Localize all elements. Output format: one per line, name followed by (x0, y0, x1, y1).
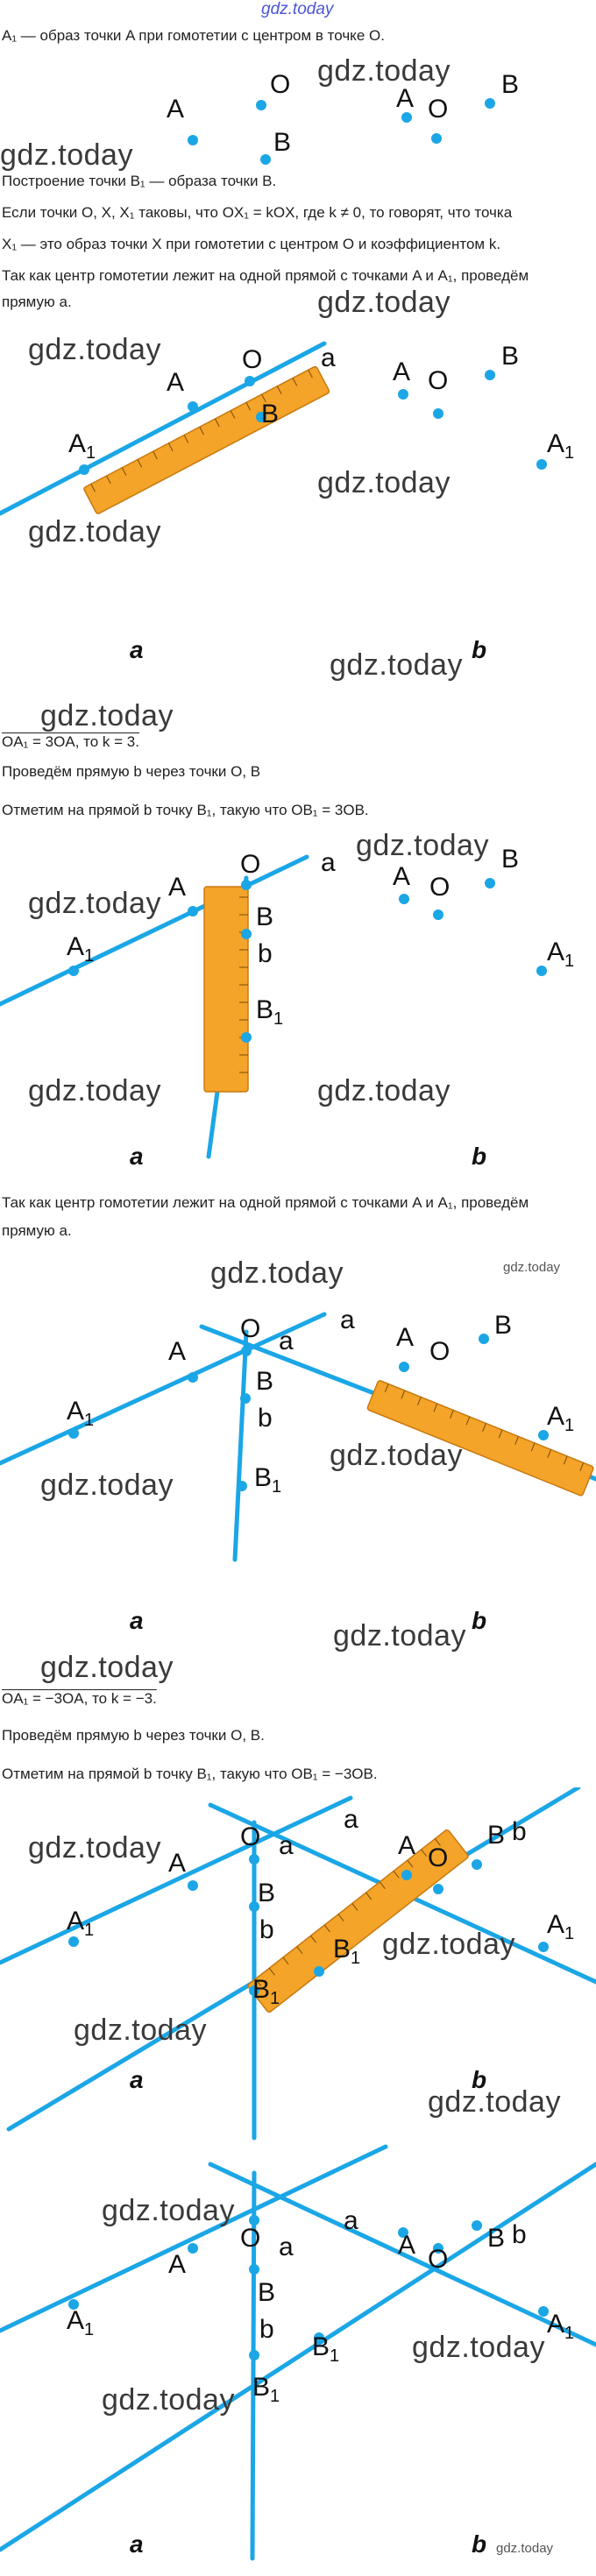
watermark: gdz.today (28, 515, 161, 548)
label-B-right: B (487, 1821, 506, 1850)
label-O: O (240, 850, 261, 879)
label-line-b: b (258, 1404, 273, 1433)
label-O-right: O (429, 873, 451, 902)
watermark: gdz.today (28, 887, 161, 920)
label-line-a: a (279, 2233, 294, 2261)
ruler (83, 366, 330, 515)
label-line-a: a (321, 343, 336, 372)
label-B: B (256, 902, 274, 931)
label-O: O (242, 345, 263, 374)
label-A-right: A (393, 357, 411, 386)
point-A (188, 1372, 198, 1383)
watermark: gdz.today (40, 699, 174, 732)
step5-formula: OA₁ = −3OA, то k = −3. (2, 1690, 157, 1707)
label-B: B (261, 400, 280, 428)
label-A1: $A_1$ (67, 1907, 95, 1940)
label-O: O (240, 1822, 261, 1851)
watermark: gdz.today (317, 1074, 451, 1108)
label-O-right: O (428, 1844, 449, 1872)
point-A (188, 1880, 198, 1891)
point-B1 (249, 2350, 259, 2360)
watermark: gdz.today (74, 2013, 207, 2047)
instruction-line2: прямую a. (2, 294, 72, 310)
label-A-right: A (396, 1323, 415, 1352)
label-A-right: A (393, 862, 411, 891)
watermark: gdz.today (330, 1439, 463, 1472)
point-B-right (485, 878, 495, 888)
label-B-right-fig1: B (501, 70, 520, 99)
label-B1: $B_1$ (256, 995, 284, 1029)
line-a (0, 1314, 324, 1463)
caption-a: a (130, 2066, 144, 2093)
label-B-fig1: B (273, 128, 292, 157)
figure-3 (0, 824, 596, 1200)
label-A-right: A (398, 2231, 416, 2260)
point-O (256, 100, 266, 110)
watermark: gdz.today (0, 138, 133, 172)
point-A-right (398, 389, 408, 400)
point-O-right (431, 133, 442, 144)
label-B: B (256, 1367, 274, 1396)
line-a (0, 1798, 351, 1963)
definition-line2: X₁ — это образ точки X при гомотетии с центром O и коэффициентом k. (2, 236, 501, 252)
label-line-a: a (279, 1831, 294, 1860)
watermark: gdz.today (102, 2383, 235, 2417)
watermark: gdz.today (317, 466, 451, 499)
label-A1: $A_1$ (67, 2306, 95, 2339)
step4-instruction-line1: Так как центр гомотетии лежит на одной прямой с точками A и A₁, проведём (2, 1194, 529, 1211)
point-B-right (485, 370, 495, 380)
caption-a: a (130, 1607, 144, 1634)
label-B1: $B_1$ (252, 2373, 280, 2406)
point-A (188, 906, 198, 916)
label-line-a-prime: a (344, 2206, 358, 2235)
watermark: gdz.today (503, 1260, 561, 1275)
point-B1-neg (314, 1966, 324, 1977)
label-A: A (168, 2250, 187, 2279)
label-A1-right: $A_1$ (547, 429, 575, 463)
point-O (249, 1854, 259, 1865)
step3-formula: OA₁ = 3OA, то k = 3. (2, 733, 139, 750)
watermark: gdz.today (428, 2085, 561, 2119)
watermark: gdz.today (28, 1831, 161, 1865)
point-B-right (479, 1334, 489, 1344)
step5-line-b: Проведём прямую b через точки O, B. (2, 1727, 265, 1744)
label-B: B (258, 2278, 276, 2307)
watermark: gdz.today (496, 2541, 554, 2556)
watermark: gdz.today (317, 286, 451, 319)
label-A1-right: $A_1$ (547, 1402, 575, 1435)
point-B-right (485, 98, 495, 109)
point-O-right (433, 408, 443, 419)
label-line-b: b (258, 939, 273, 968)
label-A1: $A_1$ (67, 932, 95, 966)
label-A1: $A_1$ (67, 1397, 95, 1430)
step2-title: Построение точки B₁ — образа точки B. (2, 173, 277, 189)
point-B (260, 154, 271, 165)
label-O: O (240, 1314, 261, 1343)
point-O (245, 376, 255, 386)
label-A: A (167, 368, 185, 397)
ruler (204, 887, 248, 1092)
watermark: gdz.today (333, 1619, 466, 1652)
caption-b: b (472, 636, 487, 663)
step3-line-b: Проведём прямую b через точки O, B (2, 763, 261, 780)
watermark: gdz.today (28, 333, 161, 366)
label-B-right: B (494, 1311, 513, 1340)
caption-a: a (130, 2530, 144, 2558)
watermark: gdz.today (317, 54, 451, 88)
point-A (188, 2243, 198, 2254)
label-A-fig1: A (167, 95, 185, 124)
label-A-right: A (398, 1831, 416, 1860)
step4-instruction-line2: прямую a. (2, 1222, 72, 1239)
label-A1-right: $A_1$ (547, 2310, 575, 2343)
label-A: A (168, 1337, 187, 1366)
point-A1-right (536, 459, 547, 470)
label-line-a: a (321, 848, 336, 877)
point-B1 (237, 1481, 247, 1491)
label-A: A (168, 1849, 187, 1878)
label-line-b-prime: b (512, 2220, 527, 2249)
watermark: gdz.today (356, 829, 489, 862)
point-B1 (241, 1032, 252, 1043)
point-A1-right (536, 966, 547, 976)
label-A1-right: $A_1$ (547, 1910, 575, 1943)
label-line-b: b (259, 1915, 274, 1944)
label-line-b: b (259, 2315, 274, 2344)
line-b (235, 1332, 246, 1560)
point-A-right (399, 894, 409, 904)
point-A (188, 135, 198, 145)
label-O-right: O (429, 1337, 451, 1366)
label-line-a-prime: a (344, 1805, 358, 1834)
label-B-right: B (501, 342, 520, 371)
watermark: gdz.today (28, 1074, 161, 1108)
caption-b: b (472, 2530, 487, 2558)
label-B-right: B (501, 845, 520, 874)
label-B-right: B (487, 2224, 506, 2253)
step5-mark-b1: Отметим на прямой b точку B₁, такую что OB₁ = −3OB. (2, 1766, 378, 1782)
point-A-right (401, 1870, 412, 1880)
caption-b: b (472, 2066, 487, 2093)
point-O (241, 880, 252, 890)
point-B-right (472, 1859, 482, 1870)
label-line-a-prime: a (340, 1306, 355, 1334)
watermark: gdz.today (382, 1928, 515, 1961)
watermark: gdz.today (330, 648, 463, 682)
label-A1-right: $A_1$ (547, 938, 575, 971)
label-A: A (168, 873, 187, 902)
point-O-right (433, 1884, 443, 1894)
line-a (0, 2147, 386, 2331)
label-O-right: O (428, 2245, 449, 2274)
label-O-right: O (428, 366, 449, 395)
watermark: gdz.today (40, 1651, 174, 1684)
point-A1 (68, 966, 79, 976)
point-B-right (472, 2220, 482, 2231)
point-B (240, 1393, 251, 1404)
label-B1: $B_1$ (252, 1975, 280, 2008)
label-line-b-prime: b (512, 1817, 527, 1846)
label-A1: $A_1$ (68, 429, 96, 463)
label-O: O (240, 2224, 261, 2253)
label-B1-neg: $B_1$ (312, 2332, 340, 2366)
watermark: gdz.today (40, 1468, 174, 1502)
caption-b: b (472, 1607, 487, 1634)
definition-line1: Если точки O, X, X₁ таковы, что OX₁ = kOX, где k ≠ 0, то говорят, что точка (2, 204, 513, 221)
point-O (241, 1346, 252, 1356)
label-O-right-fig1: O (428, 95, 449, 124)
point-A1 (79, 464, 89, 475)
brand-logo: gdz.today (261, 0, 334, 18)
step3-mark-b1: Отметим на прямой b точку B₁, такую что OB₁ = 3OB. (2, 802, 369, 818)
label-line-a: a (279, 1327, 294, 1355)
step1-caption: A₁ — образ точки A при гомотетии с центром в точке O. (2, 27, 385, 44)
point-B (241, 929, 252, 939)
watermark: gdz.today (412, 2331, 545, 2364)
caption-a: a (130, 636, 144, 663)
label-B1: $B_1$ (254, 1463, 282, 1497)
watermark: gdz.today (210, 1256, 344, 1290)
label-O-fig1: O (270, 70, 291, 99)
caption-b: b (472, 1143, 487, 1170)
label-B1-neg: $B_1$ (333, 1935, 361, 1968)
label-B: B (258, 1879, 276, 1907)
point-A (188, 401, 198, 412)
point-O-right (433, 909, 443, 920)
caption-a: a (130, 1143, 144, 1170)
point-B (249, 2264, 259, 2275)
point-A-right (399, 1362, 409, 1372)
label-A-right-fig1: A (396, 84, 415, 113)
instruction-line1: Так как центр гомотетии лежит на одной прямой с точками A и A₁, проведём (2, 267, 529, 284)
watermark: gdz.today (102, 2194, 235, 2227)
